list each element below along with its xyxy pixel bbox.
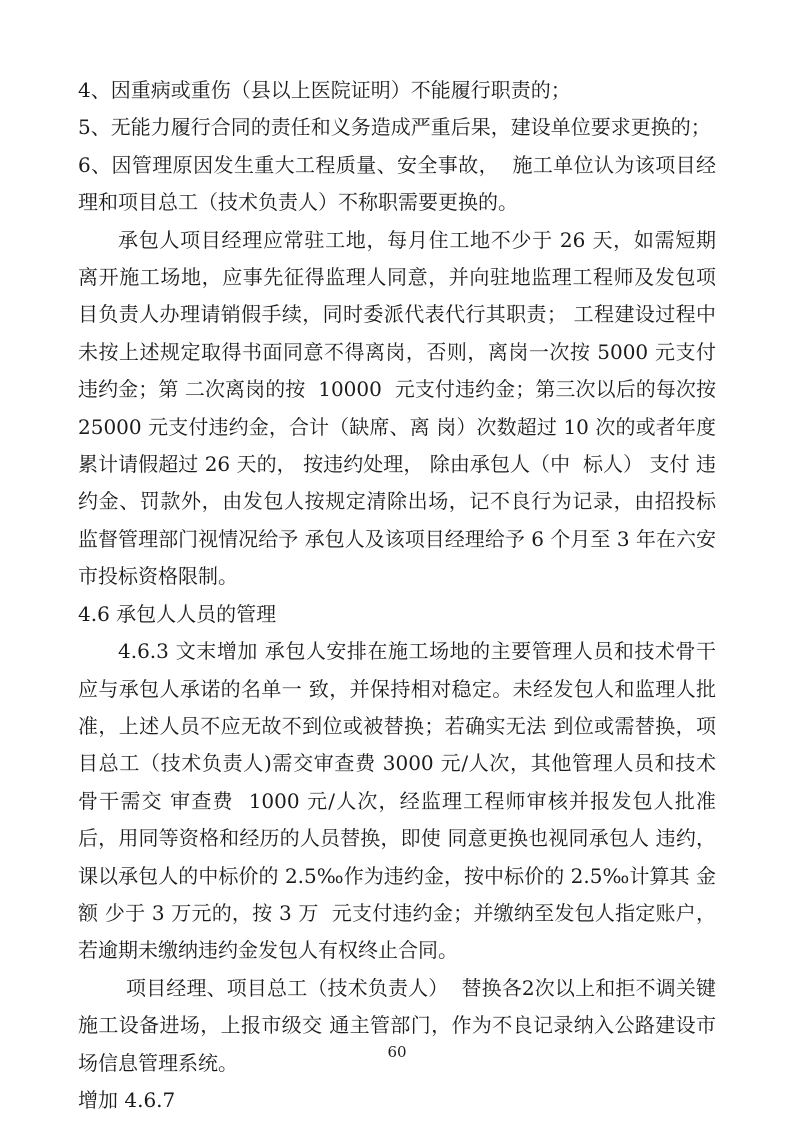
paragraph-site-attendance-rules: 承包人项目经理应常驻工地，每月住工地不少于 26 天，如需短期离开施工场地，应事先征得监理人同意，并向驻地监理工程师及发包项目负责人办理请销假手续，同时委派代表代行其职责； 工程建设过程中未按上述规定取得书面同意不得离岗，否则，离岗一次按 5000 元支付违约金；第 二次离岗的按 10000 元支付违约金；第三次以后的每次按 25000 元支付违约金，合计（缺席、离 岗）次数超过 10 次的或者年度累计请假超过 26 天的， 按违约处理， 除由承包人（中 标人） 支付 违约金、罚款外，由发包人按规定清除出场，记不良行为记录，由招投标监督管理部门视情况给予 承包人及该项目经理给予 6 个月至 3 年在六安市投标资格限制。 [78, 227, 723, 589]
paragraph-replacement-bad-record: 项目经理、项目总工（技术负责人） 替换各2次以上和拒不调关键施工设备进场，上报市级交 通主管部门，作为不良记录纳入公路建设市场信息管理系统。 [78, 975, 716, 1075]
page-footer [0, 1042, 794, 1061]
document-content [78, 72, 723, 1119]
section-heading-4-6: 4.6 承包人人员的管理 [78, 601, 277, 626]
paragraph-4-6-3-personnel-management: 4.6.3 文末增加 承包人安排在施工场地的主要管理人员和技术骨干应与承包人承诺的名单一 致，并保持相对稳定。未经发包人和监理人批准，上述人员不应无故不到位或被替换；若确实无法 到位或需替换，项目总工（技术负责人)需交审查费 3000 元/人次，其他管理人员和技术骨干需交 审查费 1000 元/人次，经监理工程师审核并报发包人批准后，用同等资格和经历的人员替换，即使 同意更换也视同承包人 违约， 课以承包人的中标价的 2.5‰作为违约金，按中标价的 2.5‰计算其 金额 少于 3 万元的，按 3 万 元支付违约金；并缴纳至发包人指定账户，若逾期未缴纳违约金发包人有权终止合同。 [78, 639, 723, 963]
clause-item-6: 6、因管理原因发生重大工程质量、安全事故， 施工单位认为该项目经理和项目总工（技术负责人）不称职需要更换的。 [78, 152, 716, 215]
paragraph-add-4-6-7: 增加 4.6.7 [78, 1087, 176, 1112]
page-number: 60 [387, 1043, 407, 1061]
clause-item-4: 4、因重病或重伤（县以上医院证明）不能履行职责的； [78, 78, 571, 102]
clause-item-5: 5、无能力履行合同的责任和义务造成严重后果，建设单位要求更换的； [78, 115, 711, 140]
